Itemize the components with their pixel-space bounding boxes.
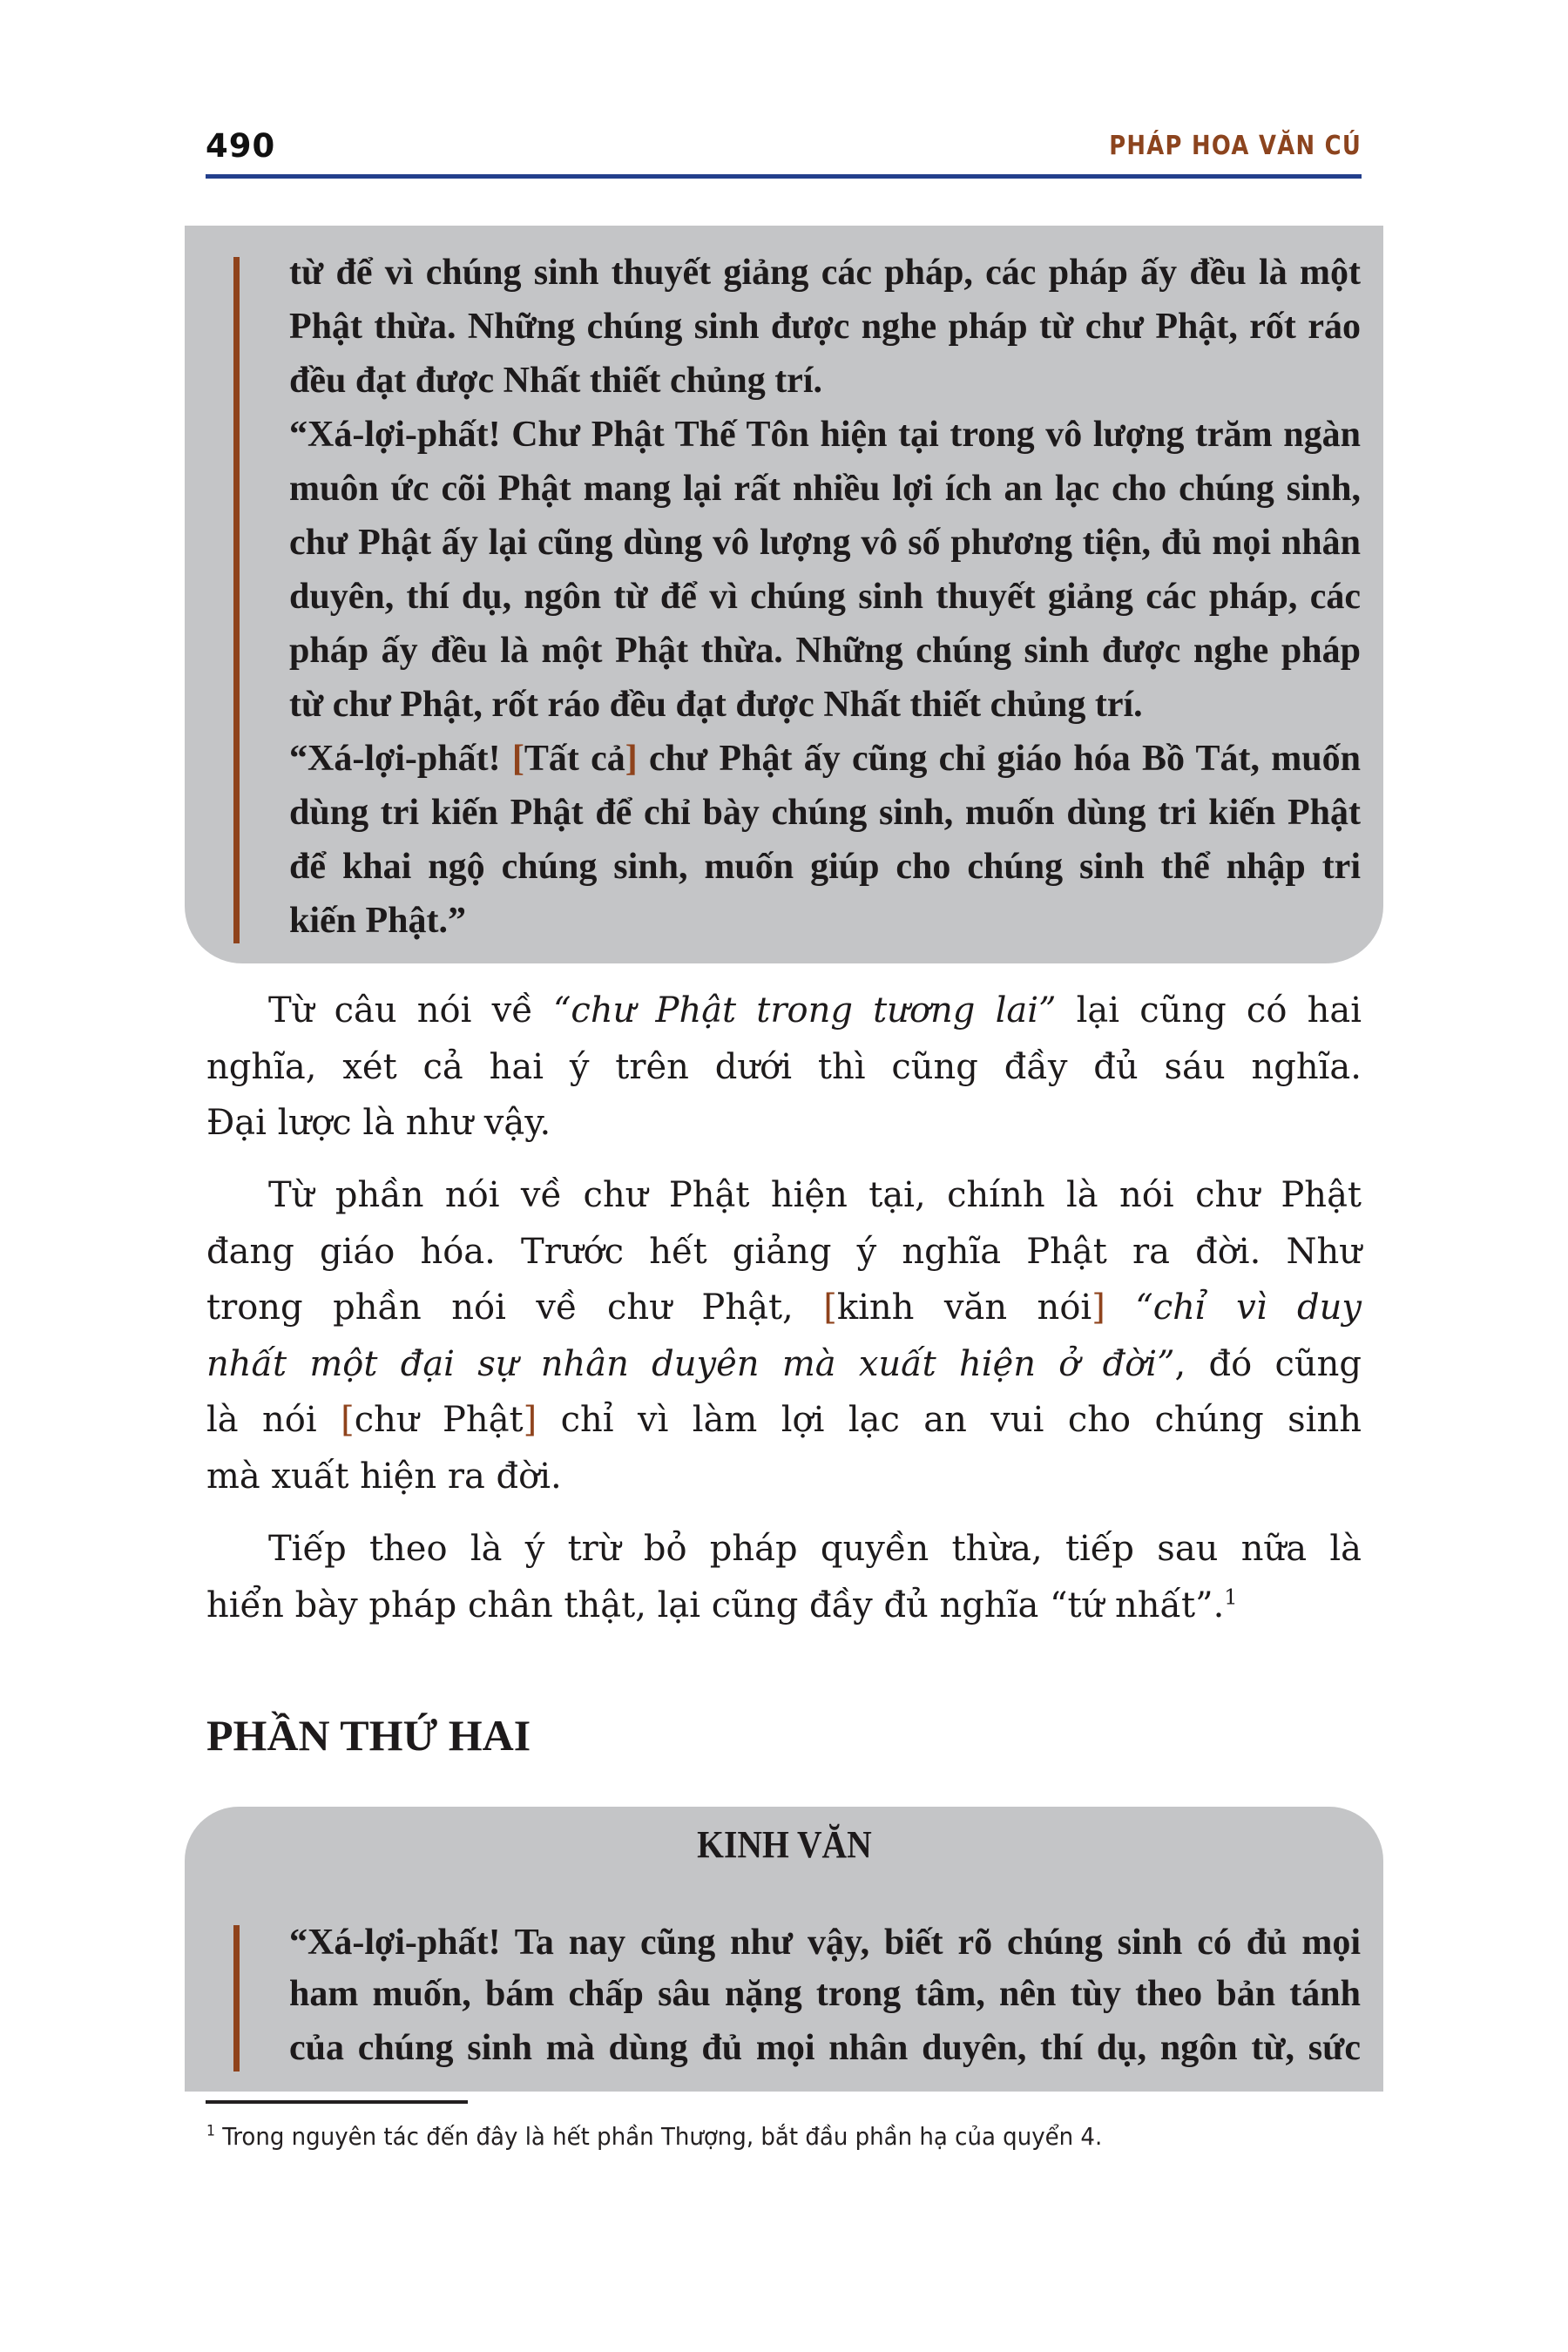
text-run: đang giáo hóa. Trước hết giảng ý nghĩa Phật ra đời. Như: [206, 1231, 1362, 1272]
text-line-content: [289, 354, 822, 408]
text-line: [206, 1336, 1362, 1392]
text-line-content: [206, 1449, 562, 1504]
text-line: [289, 246, 1361, 300]
editorial-bracket: ]: [625, 739, 638, 779]
text-run: chư Phật ấy cũng chỉ giáo hóa Bồ Tát, muốn: [637, 739, 1361, 779]
text-line-content: [289, 624, 1361, 678]
text-run: là nói: [206, 1400, 341, 1440]
text-line-content: [206, 1095, 551, 1151]
text-line: [268, 1521, 1362, 1577]
scripture-accent-bar: [233, 1925, 240, 2072]
text-line: [206, 1392, 1362, 1448]
text-line: [289, 732, 1361, 786]
text-line-content: [289, 408, 1361, 462]
text-line: [206, 1280, 1362, 1335]
text-run: , đó cũng: [1174, 1343, 1362, 1384]
text-run: ham muốn, bám chấp sâu nặng trong tâm, nên tùy theo bản tánh: [289, 1974, 1361, 2014]
footnote: [206, 2119, 1102, 2154]
text-line: [289, 1916, 1361, 1970]
text-line-content: [289, 786, 1361, 840]
text-run: đều đạt được Nhất thiết chủng trí.: [289, 361, 822, 401]
text-line-content: [206, 1224, 1362, 1280]
footnote-marker: 1: [206, 2121, 215, 2139]
text-line: [206, 1578, 1362, 1633]
text-line: [206, 1224, 1362, 1280]
text-run: của chúng sinh mà dùng đủ mọi nhân duyên, thí dụ, ngôn từ, sức: [289, 2028, 1361, 2068]
text-run: để khai ngộ chúng sinh, muốn giúp cho chúng sinh thể nhập tri: [289, 847, 1361, 887]
text-line: [268, 1167, 1362, 1223]
text-line: [289, 624, 1361, 678]
text-line-content: [289, 462, 1361, 516]
text-line: [268, 983, 1362, 1038]
text-line-content: [289, 246, 1361, 300]
text-line: [289, 408, 1361, 462]
scripture-box-title: [185, 1822, 1383, 1868]
text-line: [289, 1967, 1361, 2021]
text-line: [206, 1449, 1362, 1504]
editorial-bracket: [: [511, 739, 524, 779]
text-run: lại cũng có hai: [1056, 990, 1362, 1031]
text-run: Từ câu nói về: [268, 990, 553, 1031]
text-run: từ để vì chúng sinh thuyết giảng các pháp, các pháp ấy đều là một: [289, 253, 1361, 293]
text-run: Từ phần nói về chư Phật hiện tại, chính là nói chư Phật: [268, 1175, 1362, 1215]
text-line-content: [289, 840, 1361, 894]
text-run: Phật thừa. Những chúng sinh được nghe pháp từ chư Phật, rốt ráo: [289, 307, 1361, 347]
italic-quote: “chư Phật trong tương lai”: [552, 990, 1057, 1031]
editorial-bracket: [: [823, 1288, 837, 1328]
footnote-text: Trong nguyên tác đến đây là hết phần Thượng, bắt đầu phần hạ của quyển 4.: [222, 2122, 1103, 2151]
text-line: [289, 354, 1361, 408]
text-line: [206, 1095, 1362, 1151]
text-line: [289, 840, 1361, 894]
text-line: [289, 300, 1361, 354]
text-line-content: [289, 894, 466, 948]
editorial-bracket: ]: [523, 1400, 537, 1440]
page-number: 490: [206, 127, 276, 165]
text-line: [289, 786, 1361, 840]
quote-accent-bar: [233, 257, 240, 943]
text-line: [289, 894, 1361, 948]
header-rule: [206, 174, 1362, 179]
text-run: nghĩa, xét cả hai ý trên dưới thì cũng đầy đủ sáu nghĩa.: [206, 1046, 1362, 1087]
text-run: trong phần nói về chư Phật,: [206, 1288, 824, 1328]
scripture-box-title-text: KINH VĂN: [696, 1823, 872, 1866]
text-line: [289, 462, 1361, 516]
text-line-content: [289, 1916, 1361, 1970]
text-line-content: [289, 516, 1361, 570]
footnote-rule: [206, 2100, 468, 2104]
text-line-content: [289, 2021, 1361, 2075]
text-run: [1105, 1288, 1135, 1328]
text-line-content: [206, 1336, 1362, 1392]
text-run: “Xá-lợi-phất! Chư Phật Thế Tôn hiện tại trong vô lượng trăm ngàn: [289, 415, 1361, 455]
text-run: Đại lược là như vậy.: [206, 1103, 551, 1143]
text-line: [206, 1039, 1362, 1095]
text-line-content: [206, 1280, 1362, 1335]
text-run: hiển bày pháp chân thật, lại cũng đầy đủ nghĩa “tứ nhất”.: [206, 1585, 1225, 1625]
text-line-content: [206, 1578, 1238, 1633]
text-line-content: [268, 1167, 1362, 1223]
text-run: kinh văn nói: [836, 1288, 1092, 1328]
italic-quote: nhất một đại sự nhân duyên mà xuất hiện ở đời”: [206, 1343, 1175, 1384]
editorial-bracket: ]: [1092, 1288, 1105, 1328]
text-run: “Xá-lợi-phất! Ta nay cũng như vậy, biết rõ chúng sinh có đủ mọi: [289, 1923, 1361, 1963]
text-run: Tiếp theo là ý trừ bỏ pháp quyền thừa, tiếp sau nữa là: [268, 1529, 1362, 1569]
text-line: [289, 516, 1361, 570]
text-run: pháp ấy đều là một Phật thừa. Những chúng sinh được nghe pháp: [289, 631, 1361, 671]
text-run: dùng tri kiến Phật để chỉ bày chúng sinh, muốn dùng tri kiến Phật: [289, 793, 1361, 833]
text-run: muôn ức cõi Phật mang lại rất nhiều lợi ích an lạc cho chúng sinh,: [289, 469, 1361, 509]
text-run: kiến Phật.”: [289, 901, 467, 941]
italic-quote: “chỉ vì duy: [1135, 1288, 1362, 1328]
text-line: [289, 570, 1361, 624]
text-run: mà xuất hiện ra đời.: [206, 1456, 562, 1497]
text-run: từ chư Phật, rốt ráo đều đạt được Nhất thiết chủng trí.: [289, 685, 1143, 725]
footnote-reference[interactable]: 1: [1224, 1585, 1238, 1610]
editorial-bracket: [: [341, 1400, 355, 1440]
text-line: [289, 2021, 1361, 2075]
running-title: PHÁP HOA VĂN CÚ: [1109, 131, 1362, 161]
text-run: chỉ vì làm lợi lạc an vui cho chúng sinh: [537, 1400, 1362, 1440]
text-line-content: [206, 1039, 1362, 1095]
text-line-content: [289, 1967, 1361, 2021]
text-line-content: [268, 1521, 1362, 1577]
text-line: [289, 678, 1361, 732]
text-line-content: [206, 1392, 1362, 1448]
section-heading: PHẦN THỨ HAI: [206, 1711, 531, 1760]
text-line-content: [268, 983, 1362, 1038]
text-run: chư Phật ấy lại cũng dùng vô lượng vô số phương tiện, đủ mọi nhân: [289, 523, 1361, 563]
text-run: duyên, thí dụ, ngôn từ để vì chúng sinh thuyết giảng các pháp, các: [289, 577, 1361, 617]
text-run: chư Phật: [354, 1400, 524, 1440]
text-line-content: [289, 300, 1361, 354]
text-run: Tất cả: [524, 739, 625, 779]
text-run: “Xá-lợi-phất!: [289, 739, 512, 779]
text-line-content: [289, 570, 1361, 624]
text-line-content: [289, 678, 1143, 732]
text-line-content: [289, 732, 1361, 786]
